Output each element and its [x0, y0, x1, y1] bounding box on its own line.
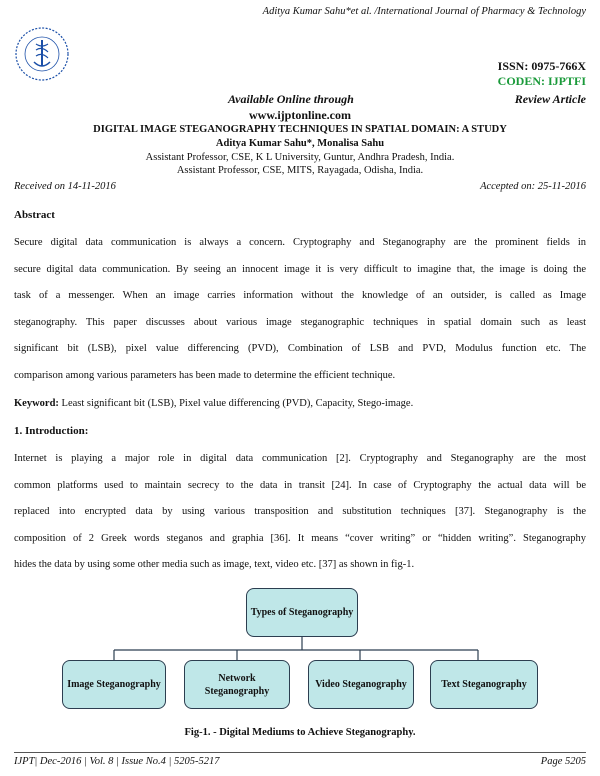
- page-number: Page 5205: [540, 756, 586, 767]
- abstract-line: steganography. This paper discusses about various image steganographic techniques in spatial domain such as least: [14, 316, 586, 328]
- abstract-heading: Abstract: [14, 209, 55, 221]
- affiliation-2: Assistant Professor, CSE, MITS, Rayagada, Odisha, India.: [176, 165, 424, 176]
- affiliation-1: Assistant Professor, CSE, K L University, Guntur, Andhra Pradesh, India.: [145, 152, 455, 163]
- issn: ISSN: 0975-766X: [497, 59, 586, 73]
- intro-line: hides the data by using some other media such as image, text, video etc. [37] as shown in fig-1.: [14, 559, 415, 570]
- node-video-steganography: Video Steganography: [308, 660, 414, 709]
- intro-line: replaced into encrypted data by using various transposition and substitution techniques [37]. Steganography is the: [14, 506, 586, 517]
- footer-citation: IJPT| Dec-2016 | Vol. 8 | Issue No.4 | 5205-5217: [14, 756, 220, 767]
- node-text-steganography: Text Steganography: [430, 660, 538, 709]
- accepted-date: Accepted on: 25-11-2016: [480, 181, 586, 192]
- abstract-line: Secure digital data communication is always a concern. Cryptography and Steganography are the prominent fields in: [14, 237, 586, 248]
- figure-caption: Fig-1. - Digital Mediums to Achieve Steganography.: [184, 727, 416, 738]
- paper-title: DIGITAL IMAGE STEGANOGRAPHY TECHNIQUES IN SPATIAL DOMAIN: A STUDY: [93, 124, 507, 135]
- node-network-steganography: Network Steganography: [184, 660, 290, 709]
- node-types-of-steganography: Types of Steganography: [246, 588, 358, 637]
- coden: CODEN: IJPTFI: [497, 74, 586, 88]
- introduction-heading: 1. Introduction:: [14, 425, 89, 437]
- abstract-line: significant bit (LSB), pixel value differencing (PVD), Combination of LSB and PVD, Modulus function etc. The: [14, 343, 586, 354]
- authors: Aditya Kumar Sahu*, Monalisa Sahu: [215, 138, 385, 149]
- node-image-steganography: Image Steganography: [62, 660, 166, 709]
- intro-line: composition of 2 Greek words steganos and graphia [36]. It means “cover writing” or “hidden writing”. Steganography: [14, 532, 586, 544]
- received-date: Received on 14-11-2016: [14, 181, 116, 192]
- journal-website-link[interactable]: www.ijptonline.com: [249, 108, 351, 122]
- article-type: Review Article: [514, 92, 586, 106]
- footer-divider: [14, 752, 586, 753]
- available-online: Available Online through: [228, 92, 354, 106]
- abstract-line: secure digital data communication. By seeing an innocent image it is very difficult to imagine that, the image is doing the: [14, 263, 586, 275]
- intro-line: common platforms used to maintain secrecy to the data in transit [24]. In case of Cryptography the actual data will be: [14, 479, 586, 491]
- intro-line: Internet is playing a major role in digital data communication [2]. Cryptography and Steganography are the most: [14, 453, 586, 464]
- running-header: Aditya Kumar Sahu*et al. /International Journal of Pharmacy & Technology: [262, 6, 586, 17]
- abstract-line: task of a messenger. When an image carries information without the knowledge of an outsider, is called as Image: [14, 290, 586, 301]
- keyword-label: Keyword:: [14, 398, 59, 409]
- abstract-line: comparison among various parameters has been made to determine the efficient technique.: [14, 369, 396, 381]
- keyword-text: Least significant bit (LSB), Pixel value differencing (PVD), Capacity, Stego-image.: [58, 398, 414, 409]
